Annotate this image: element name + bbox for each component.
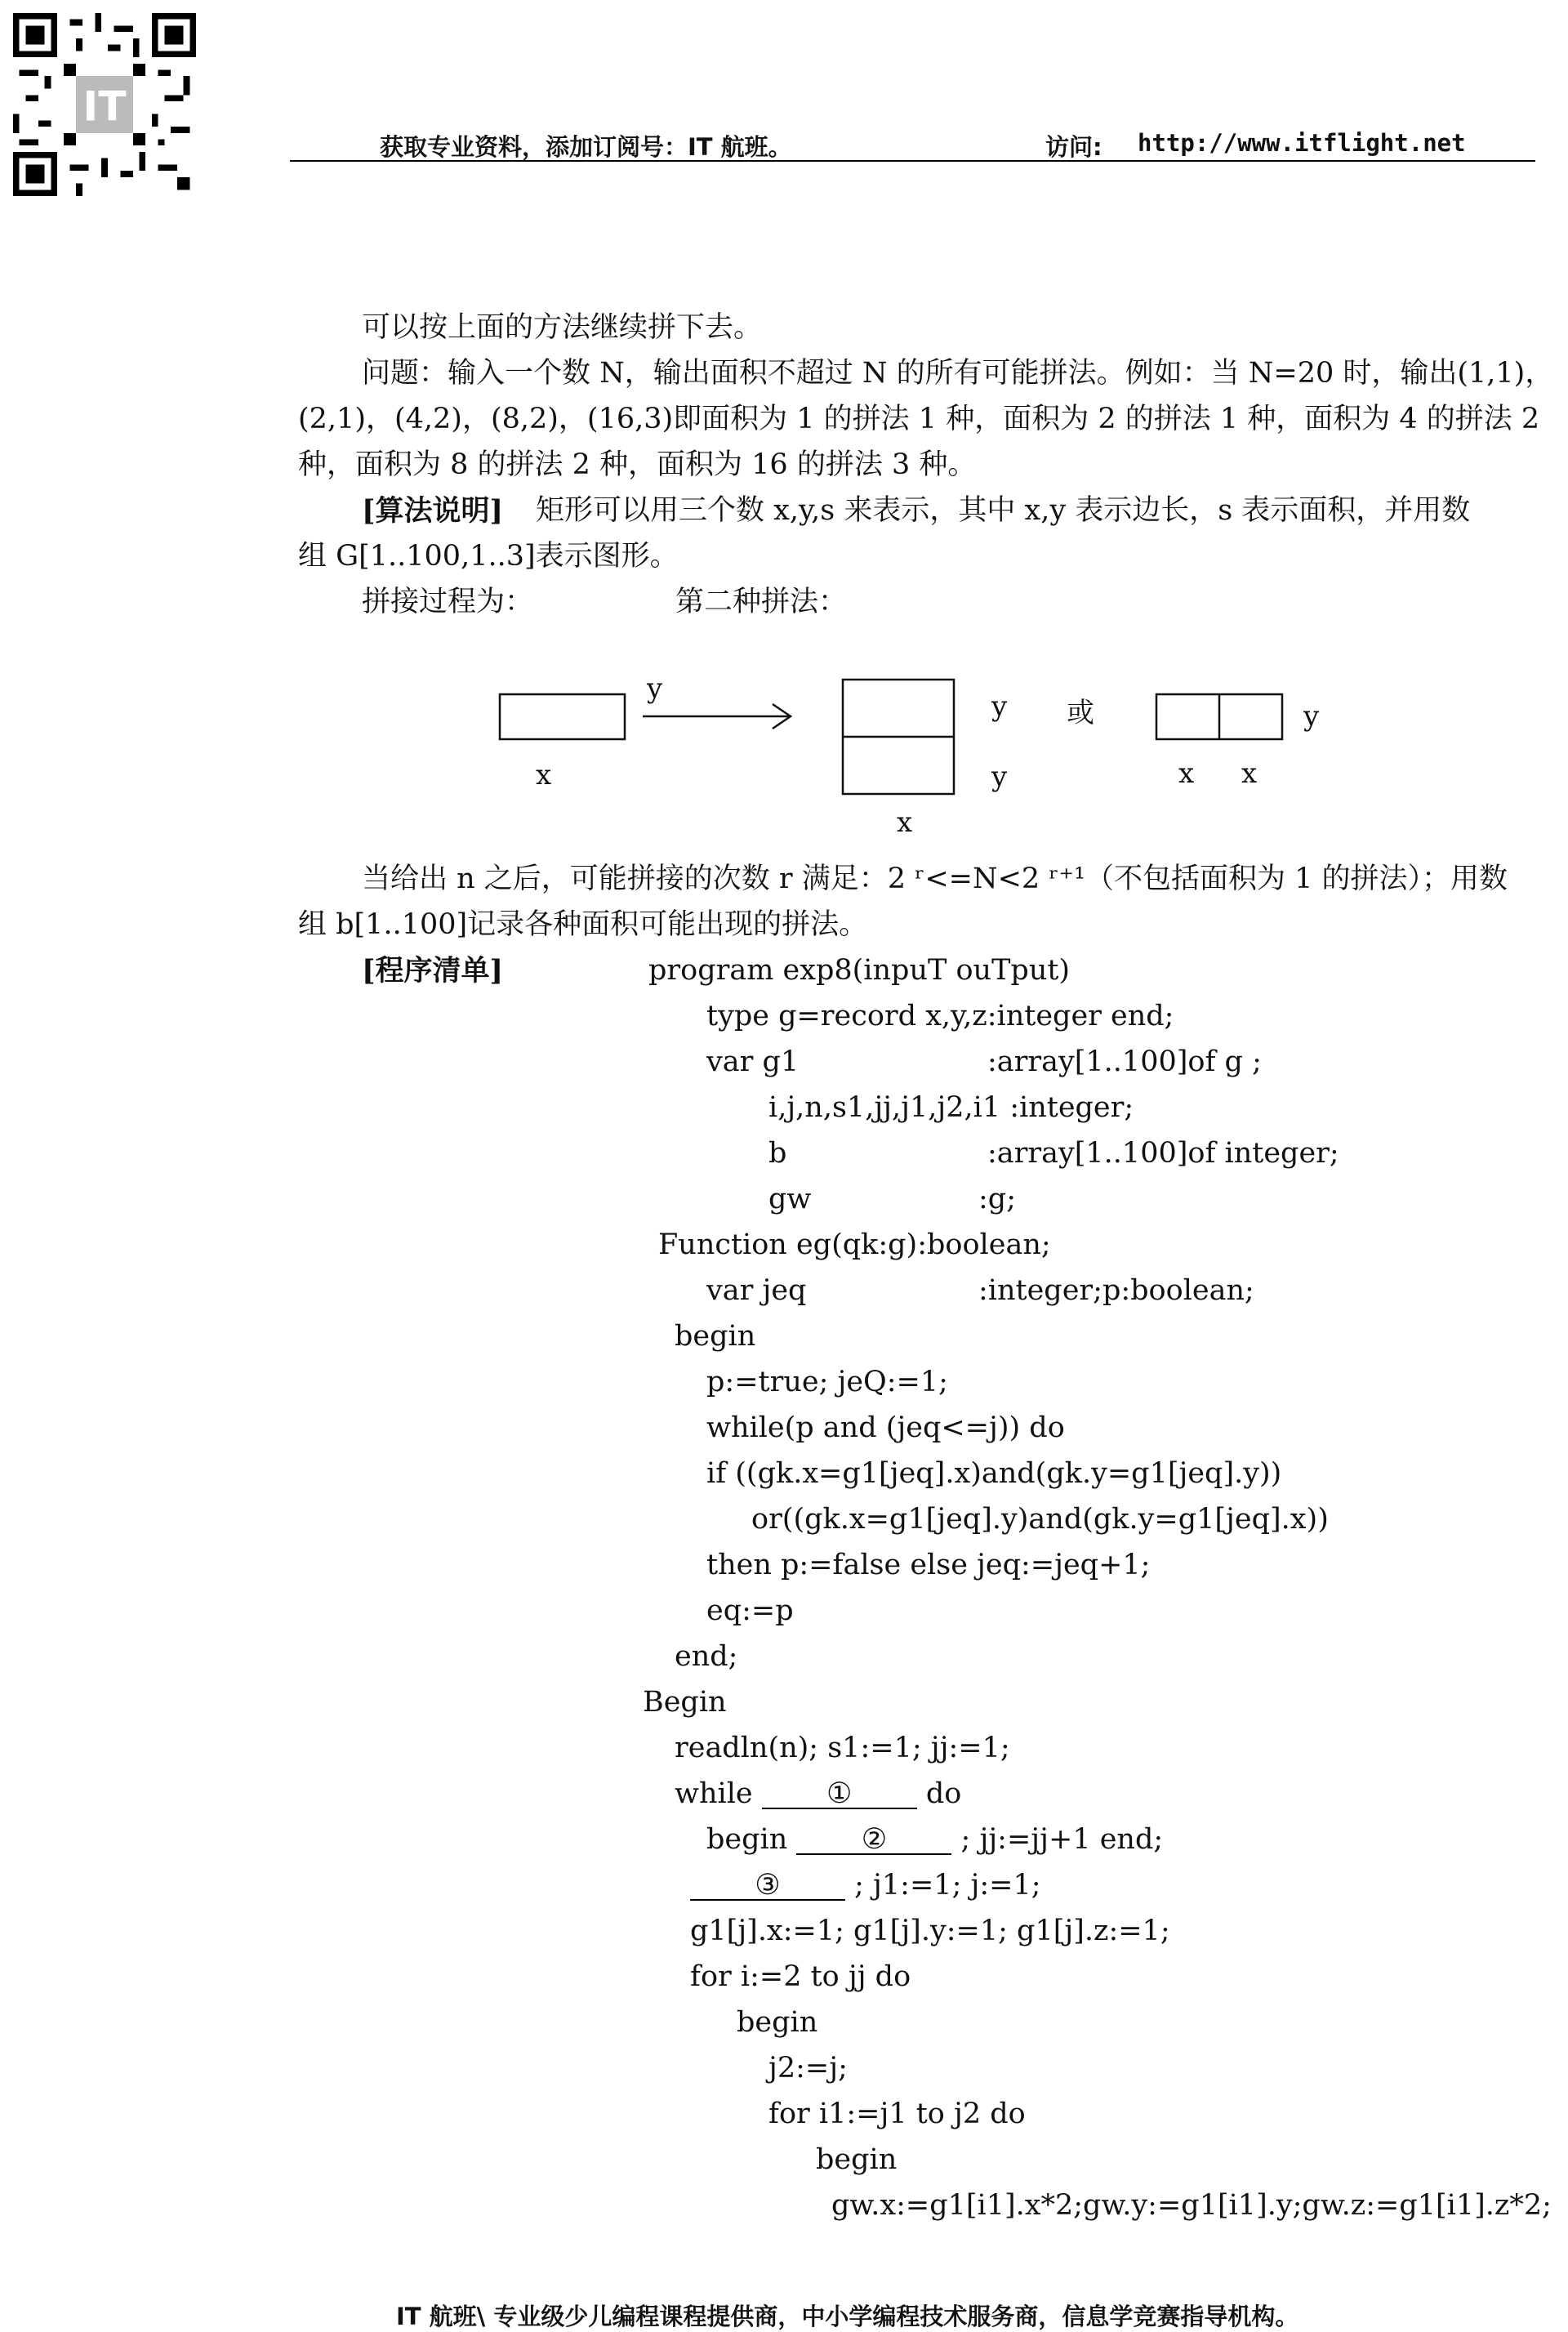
code-line: :array[1..100]of integer;: [987, 1137, 1339, 1170]
code-line: for i1:=j1 to j2 do: [768, 2098, 1026, 2130]
program-label: [程序清单]: [362, 954, 504, 988]
header-visit-label: 访问:: [1045, 133, 1102, 161]
code-line: ③ ; j1:=1; j:=1;: [690, 1871, 1041, 1901]
code-line: Begin: [643, 1686, 727, 1719]
label-x-2: x: [1241, 757, 1258, 790]
code-line: var jeq: [706, 1274, 807, 1307]
header-url-link[interactable]: http://www.itflight.net: [1138, 129, 1466, 157]
second-method-label: 第二种拼法：: [675, 586, 848, 618]
code-line: program exp8(inpuT ouTput): [648, 954, 1071, 987]
label-y-bottom: y: [991, 760, 1008, 793]
blank-1[interactable]: ①: [762, 1780, 917, 1809]
code-line: gw.x:=g1[i1].x*2;gw.y:=g1[i1].y;gw.z:=g1[i1].z*2;: [831, 2189, 1552, 2222]
code-line: or((gk.x=g1[jeq].y)and(gk.y=g1[jeq].x)): [751, 1503, 1329, 1536]
code-line: begin ② ; jj:=jj+1 end;: [706, 1823, 1164, 1856]
algorithm-line-1: 矩形可以用三个数 x,y,s 来表示，其中 x,y 表示边长，s 表示面积，并用数: [536, 494, 1471, 527]
code-line: type g=record x,y,z:integer end;: [706, 1000, 1174, 1032]
footer-text: IT 航班\ 专业级少儿编程课程提供商，中小学编程技术服务商，信息学竞赛指导机构。: [396, 2303, 1299, 2330]
blank-2[interactable]: ②: [796, 1826, 951, 1855]
code-line: for i:=2 to jj do: [690, 1960, 911, 1993]
code-line: readln(n); s1:=1; jj:=1;: [675, 1732, 1010, 1764]
code-line: var g1: [706, 1046, 800, 1078]
algorithm-label: [算法说明]: [362, 494, 504, 528]
count-line-1: 当给出 n 之后，可能拼接的次数 r 满足：2 ʳ<=N<2 ʳ⁺¹（不包括面积为 1 的拼法）；用数: [362, 863, 1508, 895]
code-line: end;: [675, 1640, 738, 1673]
code-line: if ((gk.x=g1[jeq].x)and(gk.y=g1[jeq].y)): [706, 1457, 1282, 1490]
problem-line-1: 问题：输入一个数 N，输出面积不超过 N 的所有可能拼法。例如：当 N=20 时，输出(1,1)，: [362, 357, 1554, 390]
code-line: :integer;p:boolean;: [978, 1274, 1254, 1307]
code-line: :array[1..100]of g ;: [987, 1046, 1262, 1078]
header-divider: [290, 160, 1535, 162]
code-line: g1[j].x:=1; g1[j].y:=1; g1[j].z:=1;: [690, 1915, 1170, 1947]
algorithm-line-2: 组 G[1..100,1..3]表示图形。: [298, 540, 679, 573]
code-line: :g;: [978, 1183, 1016, 1215]
label-y-arrow: y: [647, 672, 663, 705]
code-line: b: [768, 1137, 787, 1170]
code-line: begin: [675, 1320, 756, 1353]
code-line: eq:=p: [706, 1594, 794, 1627]
problem-line-2: (2,1)，(4,2)，(8,2)，(16,3)即面积为 1 的拼法 1 种，面积为 2 的拼法 1 种，面积为 4 的拼法 2: [298, 403, 1540, 435]
count-line-2: 组 b[1..100]记录各种面积可能出现的拼法。: [298, 908, 868, 941]
label-y-top: y: [991, 690, 1008, 723]
label-y-right: y: [1303, 700, 1320, 733]
svg-text:IT: IT: [82, 82, 127, 131]
qr-code: [13, 13, 196, 196]
or-label: 或: [1067, 697, 1094, 729]
label-x-left: x: [536, 759, 552, 791]
problem-line-3: 种，面积为 8 的拼法 2 种，面积为 16 的拼法 3 种。: [298, 448, 977, 481]
single-rectangle: [500, 694, 625, 739]
code-line: Function eg(qk:g):boolean;: [658, 1228, 1051, 1261]
code-line: begin: [737, 2006, 818, 2039]
code-line: begin: [816, 2143, 898, 2176]
code-line: while(p and (jeq<=j)) do: [706, 1411, 1065, 1444]
code-line: p:=true; jeQ:=1;: [706, 1366, 948, 1398]
label-x-1: x: [1178, 757, 1195, 790]
process-label: 拼接过程为：: [362, 586, 534, 618]
paragraph-continue: 可以按上面的方法继续拼下去。: [362, 311, 763, 344]
header-subscription-text: 获取专业资料，添加订阅号：IT 航班。: [380, 133, 792, 161]
code-line: j2:=j;: [768, 2052, 848, 2085]
blank-3[interactable]: ③: [690, 1871, 845, 1901]
code-line: gw: [768, 1183, 812, 1215]
tiling-diagram: [482, 662, 1339, 849]
code-line: then p:=false else jeq:=jeq+1;: [706, 1549, 1151, 1581]
code-line: i,j,n,s1,jj,j1,j2,i1 :integer;: [768, 1091, 1134, 1124]
code-line: while ① do: [675, 1777, 962, 1810]
label-x-bottom: x: [897, 806, 913, 839]
